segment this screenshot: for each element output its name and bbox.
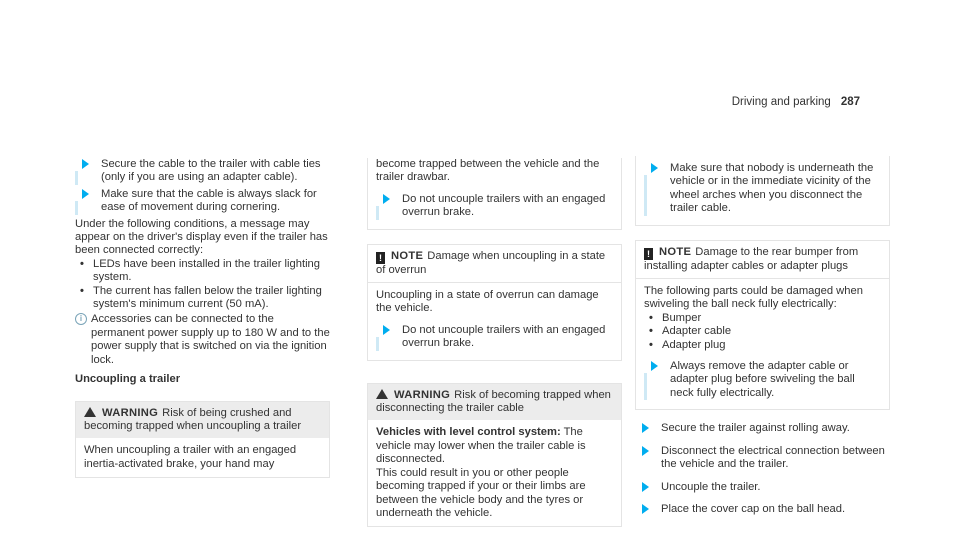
arrow-icon	[642, 446, 649, 456]
list-item: • Adapter plug	[644, 339, 881, 352]
list-item: • The current has fallen below the trailer lighting system's minimum current (50 mA).	[75, 285, 330, 312]
step-text: Disconnect the electrical connection between the vehicle and the trailer.	[661, 444, 885, 471]
arrow-icon	[642, 423, 649, 433]
instruction-step	[644, 162, 881, 216]
note-box	[367, 244, 622, 361]
step-bar	[644, 175, 647, 216]
step-text: Do not uncouple trailers with an engaged overrun brake.	[402, 323, 606, 350]
warning-body	[368, 420, 621, 526]
instruction-step	[635, 445, 890, 472]
warning-body-text: When uncoupling a trailer with an engaged inertia-activated brake, your hand may	[84, 444, 297, 470]
column-1	[75, 158, 330, 478]
warning-header	[368, 384, 621, 421]
warning-box-continued	[635, 156, 890, 226]
instruction-step	[376, 324, 613, 351]
arrow-icon	[383, 194, 390, 204]
list-item: • Bumper	[644, 312, 881, 325]
note-body-text: The following parts could be damaged when swiveling the ball neck fully electrically:	[644, 285, 863, 311]
column-3	[635, 156, 890, 519]
warning-continued-body	[368, 158, 621, 229]
info-text: Accessories can be connected to the permanent power supply up to 180 W and to the power supply that is switched on via the ignition lock.	[91, 313, 330, 366]
note-body	[636, 278, 889, 409]
instruction-step	[75, 158, 330, 185]
warning-title: WARNING	[102, 406, 159, 419]
arrow-icon	[82, 159, 89, 169]
info-note	[75, 313, 330, 367]
warning-text: Risk of being crushed and becoming trapped when uncoupling a trailer	[84, 406, 302, 432]
warning-body-text-2: This could result in you or other people becoming trapped if your or their limbs are between the vehicle body and the tyres or underneath the vehicle.	[376, 466, 586, 519]
note-body	[368, 282, 621, 360]
warning-box	[367, 383, 622, 528]
list-item: • LEDs have been installed in the trailer lighting system.	[75, 258, 330, 285]
bullet-list	[75, 258, 330, 312]
step-bar	[75, 171, 78, 185]
warning-header	[76, 402, 329, 439]
step-text: Uncouple the trailer.	[661, 480, 761, 493]
step-bar	[75, 201, 78, 215]
warning-body-sentence: The vehicle may lower when the trailer cable is disconnected.	[376, 426, 586, 466]
warning-icon	[376, 389, 388, 399]
arrow-icon	[383, 325, 390, 335]
arrow-icon	[82, 189, 89, 199]
exclamation-icon: !	[376, 252, 385, 264]
warning-continued-text: become trapped between the vehicle and the trailer drawbar.	[376, 158, 600, 184]
warning-icon	[84, 407, 96, 417]
bullet-list	[644, 312, 881, 352]
note-body-text: Uncoupling in a state of overrun can damage the vehicle.	[376, 289, 599, 315]
step-text: Secure the trailer against rolling away.	[661, 422, 850, 435]
step-text: Make sure that nobody is underneath the vehicle or in the immediate vicinity of the wheel arches when you disconnect the trailer cable.	[670, 162, 874, 215]
warning-continued-body	[636, 156, 889, 225]
warning-box	[75, 401, 330, 479]
step-text: Always remove the adapter cable or adapter plug before swiveling the ball neck fully electrically.	[670, 360, 855, 399]
step-bar	[376, 206, 379, 220]
page-number: 287	[840, 96, 860, 108]
note-title: NOTE	[391, 249, 424, 262]
info-icon: i	[75, 313, 87, 325]
warning-body-text	[376, 426, 613, 466]
warning-body	[76, 438, 329, 477]
paragraph: Under the following conditions, a message may appear on the driver's display even if the trailer has been connected correctly:	[75, 217, 328, 257]
step-text: Make sure that the cable is always slack for ease of movement during cornering.	[101, 187, 317, 214]
step-text: Do not uncouple trailers with an engaged overrun brake.	[402, 192, 606, 219]
arrow-icon	[651, 163, 658, 173]
step-text: Place the cover cap on the ball head.	[661, 502, 846, 515]
note-text: Damage to the rear bumper from installing adapter cables or adapter plugs	[644, 245, 859, 272]
list-item: • Adapter cable	[644, 325, 881, 338]
exclamation-icon: !	[644, 248, 653, 260]
note-header	[636, 241, 889, 278]
instruction-step	[376, 193, 613, 220]
note-header	[368, 245, 621, 282]
note-box	[635, 240, 890, 411]
warning-box-continued	[367, 158, 622, 230]
warning-bold-text: Vehicles with level control system:	[376, 426, 561, 439]
instruction-step	[644, 360, 881, 400]
note-text: Damage when uncoupling in a state of overrun	[376, 249, 606, 276]
column-2	[367, 158, 622, 527]
step-bar	[644, 373, 647, 400]
page-header	[732, 96, 860, 109]
section-title: Driving and parking	[731, 96, 831, 108]
arrow-icon	[642, 482, 649, 492]
instruction-step	[635, 503, 890, 516]
instruction-step	[635, 481, 890, 494]
arrow-icon	[651, 361, 658, 371]
step-bar	[376, 337, 379, 351]
step-text: Secure the cable to the trailer with cable ties (only if you are using an adapter cable).	[101, 158, 321, 184]
warning-title: WARNING	[394, 388, 451, 401]
section-heading: Uncoupling a trailer	[75, 373, 181, 386]
note-title: NOTE	[659, 245, 692, 258]
instruction-step	[75, 188, 330, 215]
warning-text: Risk of becoming trapped when disconnecting the trailer cable	[376, 388, 611, 415]
instruction-step	[635, 422, 890, 435]
arrow-icon	[642, 504, 649, 514]
